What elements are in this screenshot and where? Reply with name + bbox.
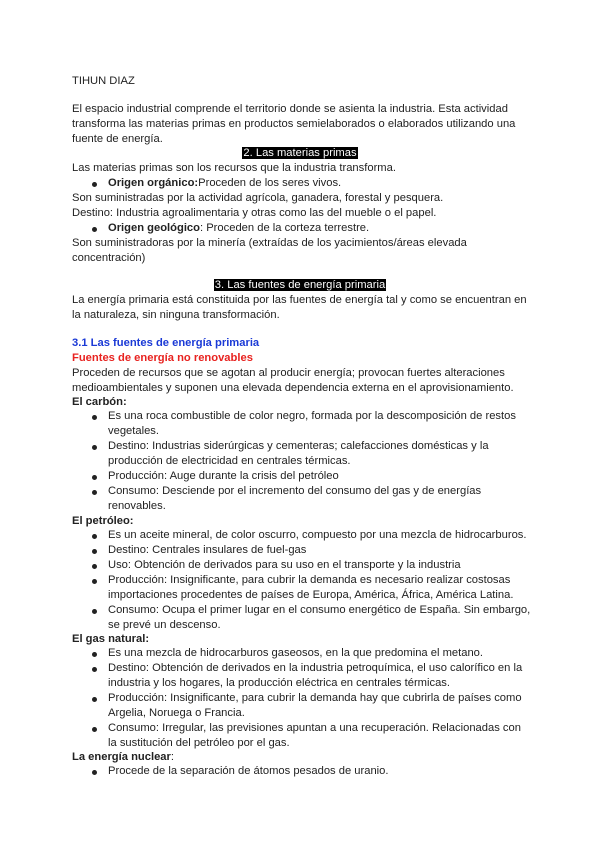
list-item: Destino: Centrales insulares de fuel-gas — [108, 544, 307, 556]
list-item: Producción: Insignificante, para cubrir la demanda hay que cubrirla de países como — [108, 692, 522, 704]
list-item: Argelia, Noruega o Francia. — [108, 707, 245, 719]
list-item: Origen orgánico:Proceden de los seres vivos. — [108, 177, 342, 189]
list-item: renovables. — [108, 500, 166, 512]
bullet-icon — [92, 667, 97, 672]
bullet-icon — [92, 182, 97, 187]
bullet-icon — [92, 490, 97, 495]
list-item: producción de electricidad en centrales térmicas. — [108, 455, 351, 467]
paragraph: Son suministradas por la actividad agrícola, ganadera, forestal y pesquera. — [72, 192, 444, 204]
topic-title: El gas natural: — [72, 633, 150, 645]
paragraph: Las materias primas son los recursos que la industria transforma. — [72, 162, 396, 174]
bullet-icon — [92, 445, 97, 450]
section-2-heading: 2. Las materias primas — [243, 147, 357, 159]
bullet-icon — [92, 609, 97, 614]
list-item: Es una mezcla de hidrocarburos gaseosos, en la que predomina el metano. — [108, 647, 484, 659]
list-item: Consumo: Irregular, las previsiones apuntan a una recuperación. Relacionadas con — [108, 722, 521, 734]
subsection-heading: 3.1 Las fuentes de energía primaria — [72, 337, 260, 349]
list-item: importaciones procedentes de países de Europa, América, África, América Latina. — [108, 589, 514, 601]
intro-line: El espacio industrial comprende el territorio donde se asienta la industria. Esta actividad — [72, 103, 508, 115]
bullet-icon — [92, 652, 97, 657]
topic-title: El carbón: — [72, 396, 127, 408]
paragraph: medioambientales y suponen una elevada dependencia externa en el aprovisionamiento. — [72, 382, 514, 394]
paragraph: Destino: Industria agroalimentaria y otras como las del mueble o el papel. — [72, 207, 437, 219]
bullet-icon — [92, 727, 97, 732]
list-item: Producción: Auge durante la crisis del petróleo — [108, 470, 339, 482]
intro-line: transforma las materias primas en productos semielaborados o elaborados utilizando una — [72, 118, 516, 130]
bullet-icon — [92, 564, 97, 569]
bullet-icon — [92, 770, 97, 775]
paragraph: la naturaleza, sin ninguna transformación. — [72, 309, 280, 321]
paragraph: Son suministradoras por la minería (extraídas de los yacimientos/áreas elevada — [72, 237, 467, 249]
list-item: Producción: Insignificante, para cubrir la demanda es necesario realizar costosas — [108, 574, 511, 586]
list-item: industria y los hogares, la producción eléctrica en centrales térmicas. — [108, 677, 451, 689]
paragraph: La energía primaria está constituida por las fuentes de energía tal y como se encuentran en — [72, 294, 527, 306]
intro-line: fuente de energía. — [72, 133, 163, 145]
topic-title: La energía nuclear: — [72, 751, 174, 763]
list-item: Destino: Industrias siderúrgicas y cementeras; calefacciones domésticas y la — [108, 440, 489, 452]
list-item: Consumo: Desciende por el incremento del consumo del gas y de energías — [108, 485, 482, 497]
list-item: Procede de la separación de átomos pesados de uranio. — [108, 765, 389, 777]
section-3-heading: 3. Las fuentes de energía primaria — [214, 279, 386, 291]
list-item: se prevé un descenso. — [108, 619, 221, 631]
list-item: Uso: Obtención de derivados para su uso en el transporte y la industria — [108, 559, 461, 571]
list-item: Es una roca combustible de color negro, formada por la descomposición de restos — [108, 410, 516, 422]
list-item: la sustitución del petróleo por el gas. — [108, 737, 290, 749]
topic-title: El petróleo: — [72, 515, 134, 527]
author-name: TIHUN DIAZ — [72, 75, 135, 87]
bullet-icon — [92, 227, 97, 232]
list-item: Destino: Obtención de derivados en la industria petroquímica, el uso calorífico en la — [108, 662, 523, 674]
subsection-title: Fuentes de energía no renovables — [72, 352, 253, 364]
list-item: Es un aceite mineral, de color oscurro, compuesto por una mezcla de hidrocarburos. — [108, 529, 527, 541]
paragraph: concentración) — [72, 252, 146, 264]
bullet-icon — [92, 475, 97, 480]
paragraph: Proceden de recursos que se agotan al producir energía; provocan fuertes alteraciones — [72, 367, 505, 379]
list-item: Origen geológico: Proceden de la corteza terrestre. — [108, 222, 370, 234]
bullet-icon — [92, 415, 97, 420]
bullet-icon — [92, 697, 97, 702]
bullet-icon — [92, 534, 97, 539]
list-item: vegetales. — [108, 425, 159, 437]
bullet-icon — [92, 579, 97, 584]
list-item: Consumo: Ocupa el primer lugar en el consumo energético de España. Sin embargo, — [108, 604, 531, 616]
bullet-icon — [92, 549, 97, 554]
